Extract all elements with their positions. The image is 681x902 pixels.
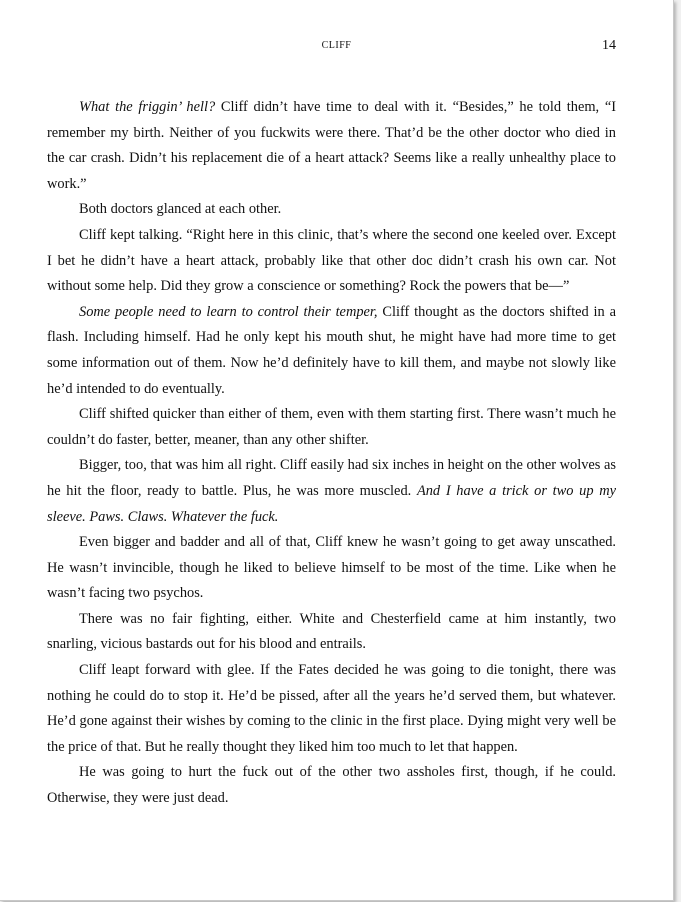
paragraph-8 bbox=[47, 607, 616, 658]
paragraph-text: He was going to hurt the fuck out of the other two assholes first, though, if he could. Otherwise, they were just dead. bbox=[47, 764, 616, 807]
paragraph-text: Cliff kept talking. “Right here in this clinic, that’s where the second one keeled over. Except I bet he didn’t have a heart attack, probably like that other doc didn’t crash his own car. Not without some help. Did they grow a conscience or something? Rock the powers that be—” bbox=[47, 226, 616, 295]
italic-thought: What the friggin’ hell? bbox=[79, 99, 216, 115]
paragraph-text: Cliff thought as the doctors shifted in a flash. Including himself. Had he only kept his mouth shut, he might have had more time to get some information out of them. Now he’d definitely have to kill them, and maybe not slowly like he’d intended to do eventually. bbox=[47, 303, 616, 397]
paragraph-6 bbox=[47, 453, 616, 530]
italic-thought: And I have a trick or two up my sleeve. Paws. Claws. Whatever the fuck. bbox=[47, 482, 616, 525]
paragraph-4 bbox=[47, 300, 616, 402]
paragraph-9 bbox=[47, 658, 616, 760]
paragraph-text: There was no fair fighting, either. White and Chesterfield came at him instantly, two snarling, vicious bastards out for his blood and entrails. bbox=[47, 610, 616, 653]
italic-thought: Some people need to learn to control their temper, bbox=[79, 303, 378, 320]
paragraph-text: Even bigger and badder and all of that, Cliff knew he wasn’t going to get away unscathed. He wasn’t invincible, though he liked to believe himself to be most of the time. Like when he wasn’t facing two psychos. bbox=[47, 534, 616, 602]
paragraph-text: Cliff leapt forward with glee. If the Fates decided he was going to die tonight, there was nothing he could do to stop it. He’d be pissed, after all the years he’d served them, but whatever. He’d gone against their wishes by coming to the clinic in the first place. Dying might very well be the price of that. But he really thought they liked him too much to let that happen. bbox=[47, 662, 616, 755]
paragraph-text: Bigger, too, that was him all right. Cliff easily had six inches in height on the other wolves as he hit the floor, ready to battle. Plus, he was more muscled. bbox=[47, 457, 616, 499]
paragraph-7 bbox=[47, 530, 616, 607]
paragraph-text: Cliff shifted quicker than either of them, even with them starting first. There wasn’t much he couldn’t do faster, better, meaner, than any other shifter. bbox=[47, 406, 616, 448]
running-header-title: CLIFF bbox=[321, 40, 352, 51]
body-text bbox=[47, 95, 616, 812]
page-number: 14 bbox=[602, 38, 616, 53]
paragraph-1 bbox=[47, 95, 616, 197]
paragraph-2 bbox=[47, 197, 616, 223]
paragraph-text: Cliff didn’t have time to deal with it. “Besides,” he told them, “I remember my birth. Neither of you fuckwits were there. That’d be the other doctor who died in the car crash. Didn’t his replacement die of a heart attack? Seems like a really unhealthy place to work.” bbox=[47, 99, 617, 192]
paragraph-3 bbox=[47, 223, 616, 300]
paragraph-10 bbox=[47, 760, 616, 811]
paragraph-5 bbox=[47, 402, 616, 453]
paragraph-text: Both doctors glanced at each other. bbox=[79, 201, 282, 218]
